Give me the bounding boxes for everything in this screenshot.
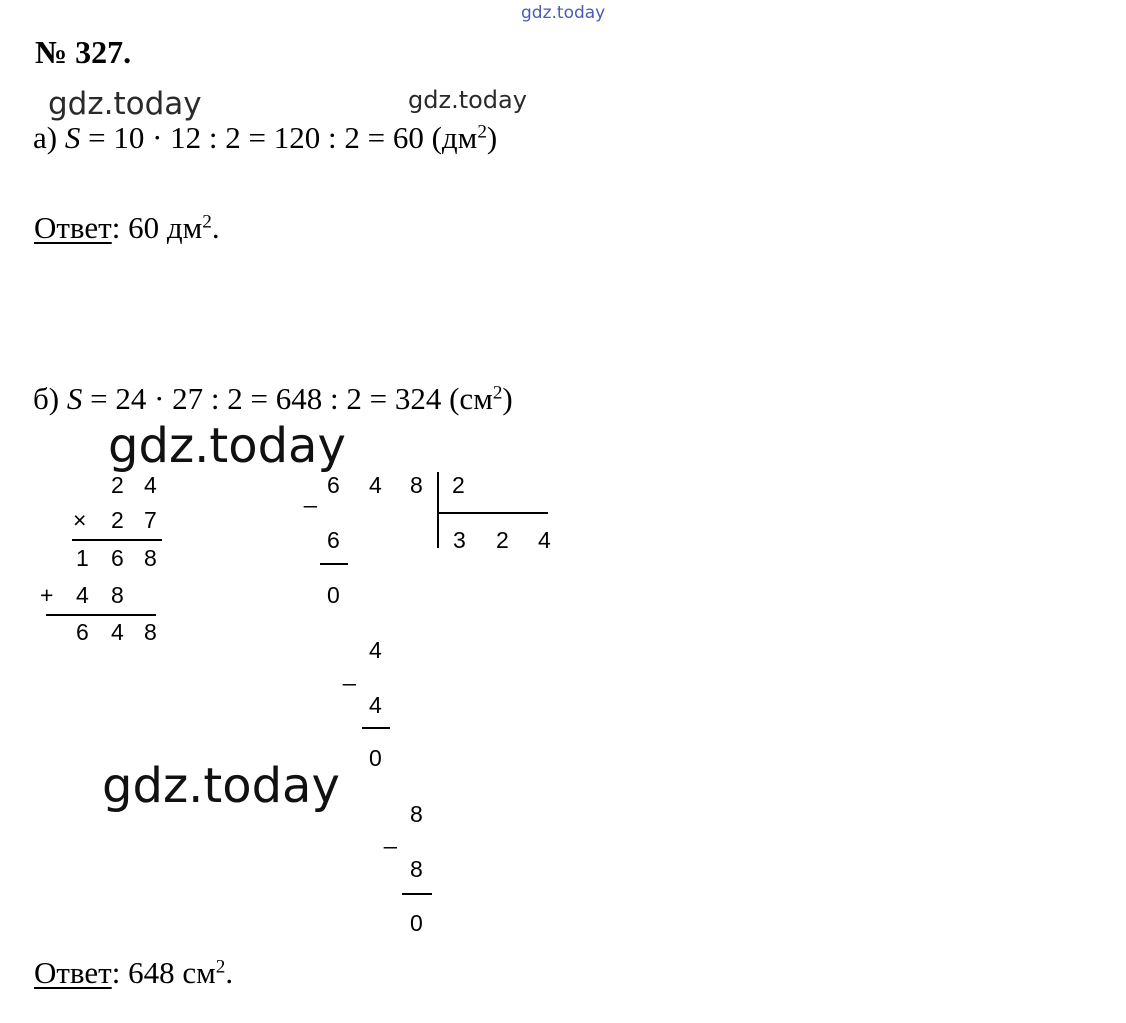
div-divisor: 2 <box>452 472 465 498</box>
mult-result-d3: 8 <box>144 619 157 645</box>
div-step1-sub: 6 <box>327 527 340 553</box>
part-a-exp: 2 <box>477 121 487 143</box>
div-step2-sub: 4 <box>369 692 382 718</box>
part-a-answer-end: . <box>211 210 220 245</box>
div-step1-rem: 0 <box>327 582 340 608</box>
mult-plus-sign: + <box>40 582 54 608</box>
part-b-formula <box>33 381 513 417</box>
part-b-expr: = 24 · 27 : 2 = 648 : 2 = 324 (см <box>82 381 493 416</box>
div-step2-rem: 0 <box>369 745 382 771</box>
part-a-label: а) <box>33 120 58 155</box>
mult-line-2 <box>46 614 156 616</box>
div-minus-2: _ <box>343 660 356 686</box>
div-step2-down: 4 <box>369 637 382 663</box>
mult-result-d2: 4 <box>111 619 124 645</box>
mult-r2-d1: 2 <box>111 507 124 533</box>
part-b-exp: 2 <box>492 382 503 404</box>
problem-title: № 327. <box>35 34 132 70</box>
div-dividend-d2: 4 <box>369 472 382 498</box>
watermark-top: gdz.today <box>521 3 606 23</box>
div-step3-sub: 8 <box>410 856 423 882</box>
mult-r1-d1: 2 <box>111 472 124 498</box>
div-quotient-d1: 3 <box>453 527 466 553</box>
part-b-answer-label: Ответ <box>34 955 112 990</box>
div-quotient-d3: 4 <box>538 527 551 553</box>
mult-p1-d2: 6 <box>111 545 124 571</box>
div-minus-1: _ <box>304 482 317 508</box>
part-b-answer-exp: 2 <box>215 956 226 978</box>
part-b-var: S <box>66 381 83 416</box>
mult-r2-d2: 7 <box>144 507 157 533</box>
mult-r1-d2: 4 <box>144 472 157 498</box>
mult-line-1 <box>72 539 162 541</box>
part-a-formula <box>33 120 497 156</box>
part-b-answer-value: : 648 см <box>111 955 216 990</box>
div-step1-line <box>320 563 348 565</box>
div-divisor-line <box>438 512 548 514</box>
div-dividend-d3: 8 <box>410 472 423 498</box>
part-a-var: S <box>64 120 81 155</box>
watermark-b-large: gdz.today <box>108 418 346 474</box>
mult-p2-d2: 8 <box>111 582 124 608</box>
part-a-answer <box>34 210 220 246</box>
div-step2-line <box>362 727 390 729</box>
part-a-answer-value: : 60 дм <box>111 210 203 245</box>
div-minus-3: _ <box>384 823 397 849</box>
div-quotient-d2: 2 <box>496 527 509 553</box>
watermark-a-right: gdz.today <box>408 86 527 114</box>
part-b-label: б) <box>33 381 60 416</box>
div-dividend-d1: 6 <box>327 472 340 498</box>
watermark-bottom-large: gdz.today <box>102 758 340 814</box>
part-a-answer-label: Ответ <box>34 210 112 245</box>
mult-p2-d1: 4 <box>76 582 89 608</box>
part-b-close: ) <box>502 381 513 416</box>
part-a-close: ) <box>486 120 498 155</box>
mult-p1-d1: 1 <box>76 545 89 571</box>
mult-p1-d3: 8 <box>144 545 157 571</box>
div-vertical-bar <box>437 472 439 548</box>
div-step3-rem: 0 <box>410 910 423 936</box>
watermark-a-left: gdz.today <box>48 86 202 122</box>
mult-result-d1: 6 <box>76 619 89 645</box>
part-a-expr: = 10 · 12 : 2 = 120 : 2 = 60 (дм <box>80 120 478 155</box>
part-b-answer <box>34 955 233 991</box>
div-step3-down: 8 <box>410 801 423 827</box>
part-b-answer-end: . <box>225 955 234 990</box>
div-step3-line <box>402 893 432 895</box>
part-a-answer-exp: 2 <box>202 211 212 233</box>
mult-times-sign: × <box>73 507 87 533</box>
